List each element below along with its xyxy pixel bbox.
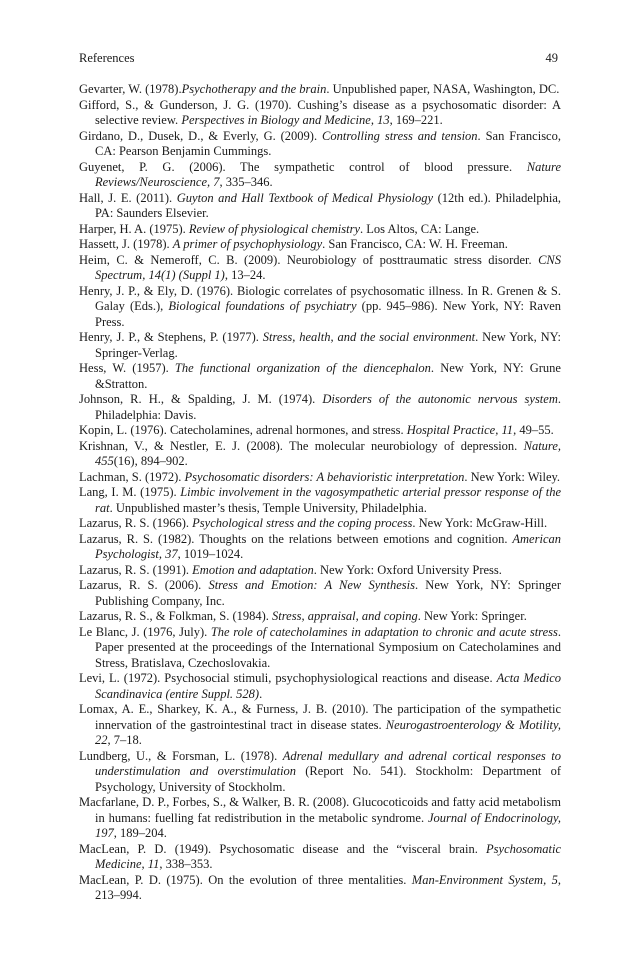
reference-text-tail: . San Francisco, CA: W. H. Freeman. (322, 237, 508, 251)
reference-text-tail: . New York: Oxford University Press. (313, 562, 502, 577)
reference-entry (79, 702, 561, 749)
reference-text: Guyenet, P. G. (2006). The sympathetic control of blood pressure. (79, 159, 527, 174)
reference-text: Girdano, D., Dusek, D., & Everly, G. (2009). (79, 128, 323, 143)
reference-entry (79, 842, 561, 873)
reference-italic-title: Limbic involvement in the vagosympathetic arterial pressor response of the rat (95, 485, 561, 515)
reference-text-tail: . New York, NY: Springer Publishing Company, Inc. (95, 578, 561, 608)
reference-text-tail: . New York: Wiley. (464, 469, 561, 484)
reference-entry (79, 129, 561, 160)
reference-italic-title: Emotion and adaptation (192, 562, 314, 577)
reference-entry (79, 563, 561, 579)
reference-italic-title: Controlling stress and tension (322, 128, 478, 143)
reference-italic-title: Stress, appraisal, and coping (272, 609, 418, 623)
reference-text: Macfarlane, D. P., Forbes, S., & Walker, B. R. (2008). Glucocoticoids and fatty acid metabolism in humans: fuelling fat redistribution in the metabolic syndrome. (79, 795, 561, 825)
reference-text: Hess, W. (1957). (79, 361, 175, 375)
reference-list (79, 82, 561, 904)
reference-text-tail: . (259, 686, 263, 701)
reference-text-tail: , 338–353. (159, 857, 213, 871)
reference-text: Kopin, L. (1976). Catecholamines, adrenal hormones, and stress. (79, 423, 407, 437)
reference-text-tail: . Unpublished master’s thesis, Temple University, Philadelphia. (109, 500, 427, 515)
reference-text: Gevarter, W. (1978). (79, 82, 182, 96)
reference-text-tail: , 49–55. (513, 423, 554, 437)
reference-italic-title: Guyton and Hall Textbook of Medical Physiology (176, 190, 433, 205)
reference-italic-title: Disorders of the autonomic nervous system (322, 392, 558, 406)
reference-italic-title: The functional organization of the diencephalon (174, 361, 431, 375)
reference-text-tail: . New York: McGraw-Hill. (412, 516, 548, 530)
reference-italic-title: Review of physiological chemistry (188, 221, 361, 236)
reference-entry (79, 284, 561, 331)
reference-entry (79, 253, 561, 284)
reference-entry (79, 749, 561, 796)
reference-text-tail: . Paper presented at the proceedings of the International Symposium on Catecholamines and Stress, Bratislava, Czechoslovakia. (95, 624, 561, 670)
reference-text-tail: . San Francisco, CA: Pearson Benjamin Cummings. (95, 128, 561, 158)
reference-entry (79, 578, 561, 609)
reference-text: Lazarus, R. S. (1966). (79, 516, 193, 530)
reference-text-tail: . New York, NY: Grune &Stratton. (95, 361, 561, 391)
reference-italic-title: Stress and Emotion: A New Synthesis (208, 578, 415, 592)
reference-text-tail: , 169–221. (389, 113, 443, 127)
reference-text-tail: , 13–24. (224, 268, 266, 282)
reference-italic-title: CNS Spectrum, 14(1) (Suppl 1) (95, 252, 561, 282)
reference-text: MacLean, P. D. (1975). On the evolution of three mentalities. (79, 872, 412, 887)
reference-italic-title: Adrenal medullary and adrenal cortical responses to understimulation and overstimulation (95, 748, 561, 778)
reference-entry (79, 439, 561, 470)
reference-text: Krishnan, V., & Nestler, E. J. (2008). The molecular neurobiology of depression. (79, 438, 524, 453)
reference-italic-title: Psychosomatic disorders: A behavioristic interpretation (184, 469, 465, 484)
reference-entry (79, 361, 561, 392)
reference-text-tail: , 335–346. (219, 175, 273, 189)
running-header (79, 50, 558, 66)
reference-entry (79, 609, 561, 625)
reference-entry (79, 671, 561, 702)
reference-entry (79, 392, 561, 423)
reference-italic-title: Psychological stress and the coping process (192, 516, 413, 530)
reference-text-tail: , 189–204. (113, 826, 167, 840)
reference-text: Hall, J. E. (2011). (79, 190, 177, 205)
reference-italic-title: Man-Environment System, 5 (411, 872, 558, 887)
reference-text: Hassett, J. (1978). (79, 237, 173, 251)
reference-text-tail: , 7–18. (107, 733, 142, 747)
reference-entry (79, 873, 561, 904)
reference-text-tail: . New York: Springer. (417, 609, 527, 623)
reference-entry (79, 795, 561, 842)
reference-entry (79, 470, 561, 486)
reference-text: MacLean, P. D. (1949). Psychosomatic disease and the “visceral brain. (79, 841, 487, 856)
reference-italic-title: Nature Reviews/Neuroscience, 7 (95, 159, 561, 189)
reference-text-tail: . Los Altos, CA: Lange. (360, 221, 480, 236)
reference-italic-title: American Psychologist, 37 (95, 531, 561, 561)
reference-entry (79, 532, 561, 563)
reference-italic-title: Perspectives in Biology and Medicine, 13 (181, 113, 390, 127)
reference-entry (79, 516, 561, 532)
reference-text-tail: , 213–994. (95, 872, 561, 902)
reference-italic-title: The role of catecholamines in adaptation to chronic and acute stress (210, 624, 558, 639)
reference-text-tail: (12th ed.). Philadelphia, PA: Saunders Elsevier. (95, 190, 561, 220)
reference-text: Henry, J. P., & Stephens, P. (1977). (79, 330, 263, 344)
reference-text: Gifford, S., & Gunderson, J. G. (1970). Cushing’s disease as a psychosomatic disorder: A selective review. (79, 97, 561, 127)
section-title: References (79, 51, 135, 65)
reference-text: Harper, H. A. (1975). (79, 221, 189, 236)
reference-italic-title: Journal of Endocrinology, 197 (95, 810, 561, 840)
reference-italic-title: Neurogastroenterology & Motility, 22 (95, 717, 561, 747)
reference-text: Le Blanc, J. (1976, July). (79, 624, 211, 639)
reference-entry (79, 423, 561, 439)
reference-italic-title: Hospital Practice, 11 (406, 423, 514, 437)
reference-text-tail: . New York, NY: Springer-Verlag. (95, 330, 562, 360)
reference-entry (79, 237, 561, 253)
reference-italic-title: Psychotherapy and the brain (181, 82, 327, 96)
reference-text: Heim, C. & Nemeroff, C. B. (2009). Neurobiology of posttraumatic stress disorder. (79, 252, 539, 267)
reference-italic-title: Stress, health, and the social environment (262, 330, 476, 344)
reference-text: Lundberg, U., & Forsman, L. (1978). (79, 748, 283, 763)
reference-text: Lazarus, R. S. (1991). (79, 562, 193, 577)
reference-text-tail: , 1019–1024. (177, 547, 244, 561)
reference-entry (79, 191, 561, 222)
reference-text-tail: . Unpublished paper, NASA, Washington, DC. (326, 82, 560, 96)
reference-entry (79, 485, 561, 516)
reference-text-tail: (16), 894–902. (113, 454, 188, 468)
reference-text-tail: . Philadelphia: Davis. (95, 392, 561, 422)
reference-text-tail: (pp. 945–986). New York, NY: Raven Press. (95, 299, 562, 329)
reference-text: Johnson, R. H., & Spalding, J. M. (1974). (79, 392, 323, 406)
reference-text: Lazarus, R. S., & Folkman, S. (1984). (79, 609, 273, 623)
reference-text-tail: (Report No. 541). Stockholm: Department of Psychology, University of Stockholm. (95, 764, 561, 794)
reference-entry (79, 330, 561, 361)
reference-text: Lazarus, R. S. (2006). (79, 578, 209, 592)
reference-entry (79, 82, 561, 98)
reference-italic-title: Nature, 455 (95, 438, 561, 468)
reference-entry (79, 222, 561, 238)
reference-entry (79, 98, 561, 129)
reference-text: Lomax, A. E., Sharkey, K. A., & Furness, J. B. (2010). The participation of the sympathetic innervation of the gastrointestinal tract in disease states. (79, 702, 561, 732)
reference-text: Levi, L. (1972). Psychosocial stimuli, psychophysiological reactions and disease. (79, 671, 497, 685)
reference-italic-title: A primer of psychophysiology (172, 237, 323, 251)
reference-text: Lang, I. M. (1975). (79, 485, 181, 499)
reference-text: Lachman, S. (1972). (79, 469, 185, 484)
reference-entry (79, 625, 561, 672)
reference-text: Lazarus, R. S. (1982). Thoughts on the relations between emotions and cognition. (79, 531, 513, 546)
reference-entry (79, 160, 561, 191)
reference-text: Henry, J. P., & Ely, D. (1976). Biologic correlates of psychosomatic illness. In R. Grenen & S. Galay (Eds.), (79, 283, 561, 313)
reference-italic-title: Biological foundations of psychiatry (168, 299, 357, 313)
reference-italic-title: Psychosomatic Medicine, 11 (95, 841, 561, 871)
reference-italic-title: Acta Medico Scandinavica (entire Suppl. 528) (95, 671, 561, 701)
page-number: 49 (545, 51, 558, 65)
